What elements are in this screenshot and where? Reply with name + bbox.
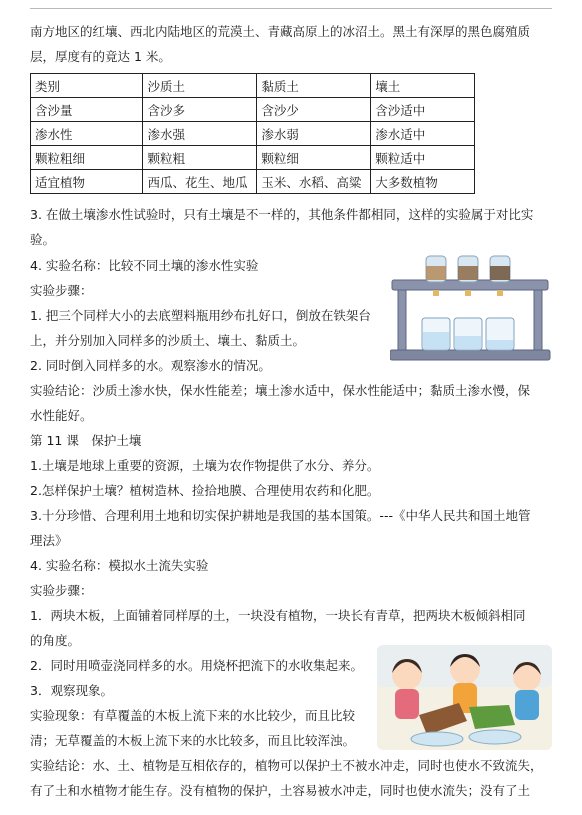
table-cell: 含沙少 (257, 98, 371, 122)
exp2-phenomenon-line-2: 清；无草覆盖的木板上流下来的水比较多，而且比较浑浊。 (30, 733, 356, 748)
soil-comparison-table (30, 73, 475, 194)
table-row (31, 170, 475, 194)
lesson-item-2: 2.怎样保护土壤？植树造林、捡拾地膜、合理使用农药和化肥。 (30, 483, 380, 498)
header-rule (30, 8, 552, 9)
exp1-steps-label: 实验步骤： (30, 283, 93, 298)
table-cell: 渗水弱 (257, 122, 371, 146)
lesson-item-1: 1.土壤是地球上重要的资源，土壤为农作物提供了水分、养分。 (30, 458, 380, 473)
table-row (31, 146, 475, 170)
exp1-conclusion-line-2: 水性能好。 (30, 408, 93, 423)
exp2-title: 4. 实验名称：模拟水土流失实验 (30, 558, 209, 573)
table-header-cell: 黏质土 (257, 74, 371, 98)
exp2-conclusion-line-1: 实验结论：水、土、植物是互相依存的，植物可以保护土不被水冲走，同时也使水不致流失， (30, 758, 543, 773)
table-row (31, 122, 475, 146)
table-cell: 颗粒细 (257, 146, 371, 170)
q3-line-1: 3. 在做土壤渗水性试验时，只有土壤是不一样的，其他条件都相同，这样的实验属于对比实 (30, 207, 534, 222)
exp2-step1-line-2: 的角度。 (30, 633, 81, 648)
exp2-step2: 2．同时用喷壶浇同样多的水。用烧杯把流下的水收集起来。 (30, 658, 363, 673)
table-cell: 颗粒粗 (143, 146, 257, 170)
q3-line-2: 验。 (30, 232, 56, 247)
table-header-cell: 壤土 (371, 74, 475, 98)
table-header-row (31, 74, 475, 98)
erosion-experiment-illustration (377, 645, 552, 750)
exp2-steps-label: 实验步骤： (30, 583, 93, 598)
table-cell: 含沙量 (31, 98, 143, 122)
lesson-item-3-line-2: 理法》 (30, 533, 68, 548)
table-cell: 渗水强 (143, 122, 257, 146)
lesson-title: 第 11 课 保护土壤 (30, 433, 142, 448)
lesson-item-3-line-1: 3.十分珍惜、合理利用土地和切实保护耕地是我国的基本国策。---《中华人民共和国土地管 (30, 508, 531, 523)
exp1-step1-line-1: 1. 把三个同样大小的去底塑料瓶用纱布扎好口，倒放在铁架台 (30, 308, 371, 323)
exp1-step1-line-2: 上，并分别加入同样多的沙质土、壤土、黏质土。 (30, 333, 306, 348)
exp2-phenomenon-line-1: 实验现象：有草覆盖的木板上流下来的水比较少，而且比较 (30, 708, 356, 723)
table-header-cell: 类别 (31, 74, 143, 98)
table-cell: 大多数植物 (371, 170, 475, 194)
table-cell: 玉米、水稻、高粱 (257, 170, 371, 194)
exp2-step1-line-1: 1．两块木板，上面铺着同样厚的土，一块没有植物，一块长有青草，把两块木板倾斜相同 (30, 608, 526, 623)
table-cell: 渗水适中 (371, 122, 475, 146)
exp1-step2: 2. 同时倒入同样多的水。观察渗水的情况。 (30, 358, 271, 373)
table-cell: 含沙适中 (371, 98, 475, 122)
table-cell: 适宜植物 (31, 170, 143, 194)
table-cell: 含沙多 (143, 98, 257, 122)
table-cell: 渗水性 (31, 122, 143, 146)
table-header-cell: 沙质土 (143, 74, 257, 98)
table-cell: 西瓜、花生、地瓜 (143, 170, 257, 194)
exp2-conclusion-line-2: 有了土和水植物才能生存。没有植物的保护，土容易被水冲走，同时也使水流失；没有了土 (30, 783, 531, 798)
table-row (31, 98, 475, 122)
exp1-title: 4. 实验名称：比较不同土壤的渗水性实验 (30, 258, 259, 273)
intro-line-1: 南方地区的红壤、西北内陆地区的荒漠土、青藏高原上的冰沼土。黑土有深厚的黑色腐殖质 (30, 24, 531, 39)
table-cell: 颗粒粗细 (31, 146, 143, 170)
seepage-apparatus-figure (390, 252, 552, 364)
table-cell: 颗粒适中 (371, 146, 475, 170)
intro-line-2: 层，厚度有的竟达 1 米。 (30, 49, 171, 64)
exp2-step3: 3．观察现象。 (30, 683, 113, 698)
exp1-conclusion-line-1: 实验结论：沙质土渗水快，保水性能差；壤土渗水适中，保水性能适中；黏质土渗水慢，保 (30, 383, 531, 398)
